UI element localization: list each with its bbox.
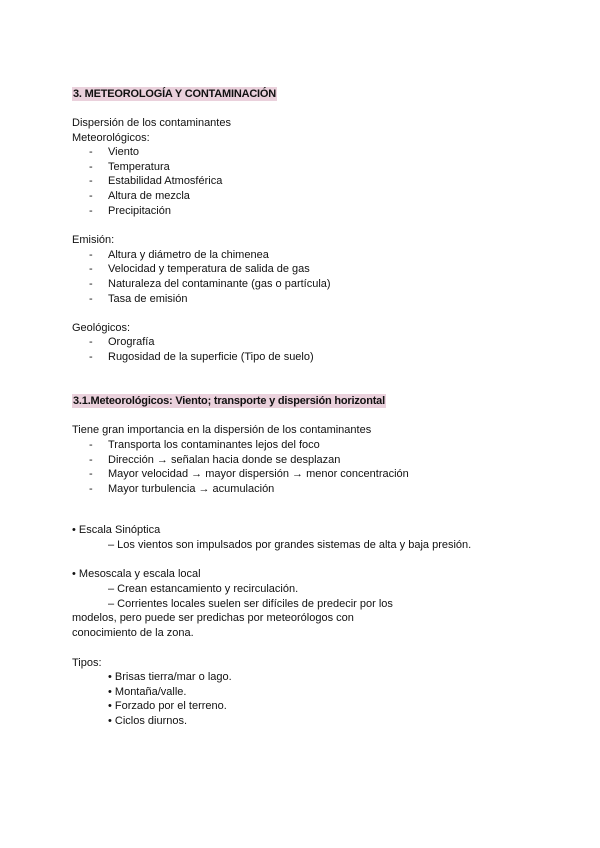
meso-text-3: modelos, pero puede ser predichas por meteorólogos con xyxy=(72,612,354,624)
section-heading xyxy=(72,87,277,101)
dash-marker: - xyxy=(89,454,93,466)
list-item: • Forzado por el terreno. xyxy=(108,700,227,712)
meso-label: • Mesoscala y escala local xyxy=(72,568,201,580)
dash-marker: - xyxy=(89,146,93,158)
section-heading-text: 3. METEOROLOGÍA Y CONTAMINACIÓN xyxy=(73,88,277,100)
meteo-label: Meteorológicos: xyxy=(72,132,150,144)
dash-marker: - xyxy=(89,439,93,451)
emision-label: Emisión: xyxy=(72,234,115,246)
list-item-text: Tasa de emisión xyxy=(108,293,188,305)
list-item-text: Viento xyxy=(108,146,139,158)
dispersion-label: Dispersión de los contaminantes xyxy=(72,117,231,129)
meso-text-4: conocimiento de la zona. xyxy=(72,627,194,639)
dash-marker: - xyxy=(89,351,93,363)
list-item-text: Dirección → señalan hacia donde se desplazan xyxy=(108,454,341,466)
dash-marker: - xyxy=(89,468,93,480)
dash-marker: - xyxy=(89,278,93,290)
list-item-text: Transporta los contaminantes lejos del foco xyxy=(108,439,320,451)
intro-text: Tiene gran importancia en la dispersión de los contaminantes xyxy=(72,424,372,436)
list-item: • Brisas tierra/mar o lago. xyxy=(108,671,232,683)
dash-marker: - xyxy=(89,483,93,495)
tipos-label: Tipos: xyxy=(72,657,102,669)
list-item-text: Precipitación xyxy=(108,205,171,217)
list-item-text: Orografía xyxy=(108,336,155,348)
list-item-text: Estabilidad Atmosférica xyxy=(108,175,223,187)
dash-marker: - xyxy=(89,205,93,217)
list-item-text: Mayor turbulencia → acumulación xyxy=(108,483,275,495)
subsection-heading-text: 3.1.Meteorológicos: Viento; transporte y dispersión horizontal xyxy=(73,395,385,407)
dash-marker: - xyxy=(89,293,93,305)
dash-marker: - xyxy=(89,263,93,275)
list-item-text: Altura y diámetro de la chimenea xyxy=(108,249,269,261)
subsection-heading xyxy=(72,394,386,408)
list-item-text: Rugosidad de la superficie (Tipo de suelo) xyxy=(108,351,314,363)
geo-label: Geológicos: xyxy=(72,322,131,334)
list-item-text: Temperatura xyxy=(108,161,170,173)
list-item-text: Naturaleza del contaminante (gas o partícula) xyxy=(108,278,331,290)
list-item: • Montaña/valle. xyxy=(108,686,187,698)
list-item-text: Velocidad y temperatura de salida de gas xyxy=(108,263,310,275)
meso-text-2: ‒ Corrientes locales suelen ser difíciles de predecir por los xyxy=(108,598,393,610)
dash-marker: - xyxy=(89,175,93,187)
list-item: • Ciclos diurnos. xyxy=(108,715,188,727)
dash-marker: - xyxy=(89,249,93,261)
dash-marker: - xyxy=(89,336,93,348)
dash-marker: - xyxy=(89,161,93,173)
sinoptica-label: • Escala Sinóptica xyxy=(72,524,161,536)
meso-text-1: ‒ Crean estancamiento y recirculación. xyxy=(108,583,299,595)
list-item-text: Mayor velocidad → mayor dispersión → menor concentración xyxy=(108,468,409,480)
sinoptica-text: ‒ Los vientos son impulsados por grandes sistemas de alta y baja presión. xyxy=(108,539,472,551)
list-item-text: Altura de mezcla xyxy=(108,190,190,202)
dash-marker: - xyxy=(89,190,93,202)
